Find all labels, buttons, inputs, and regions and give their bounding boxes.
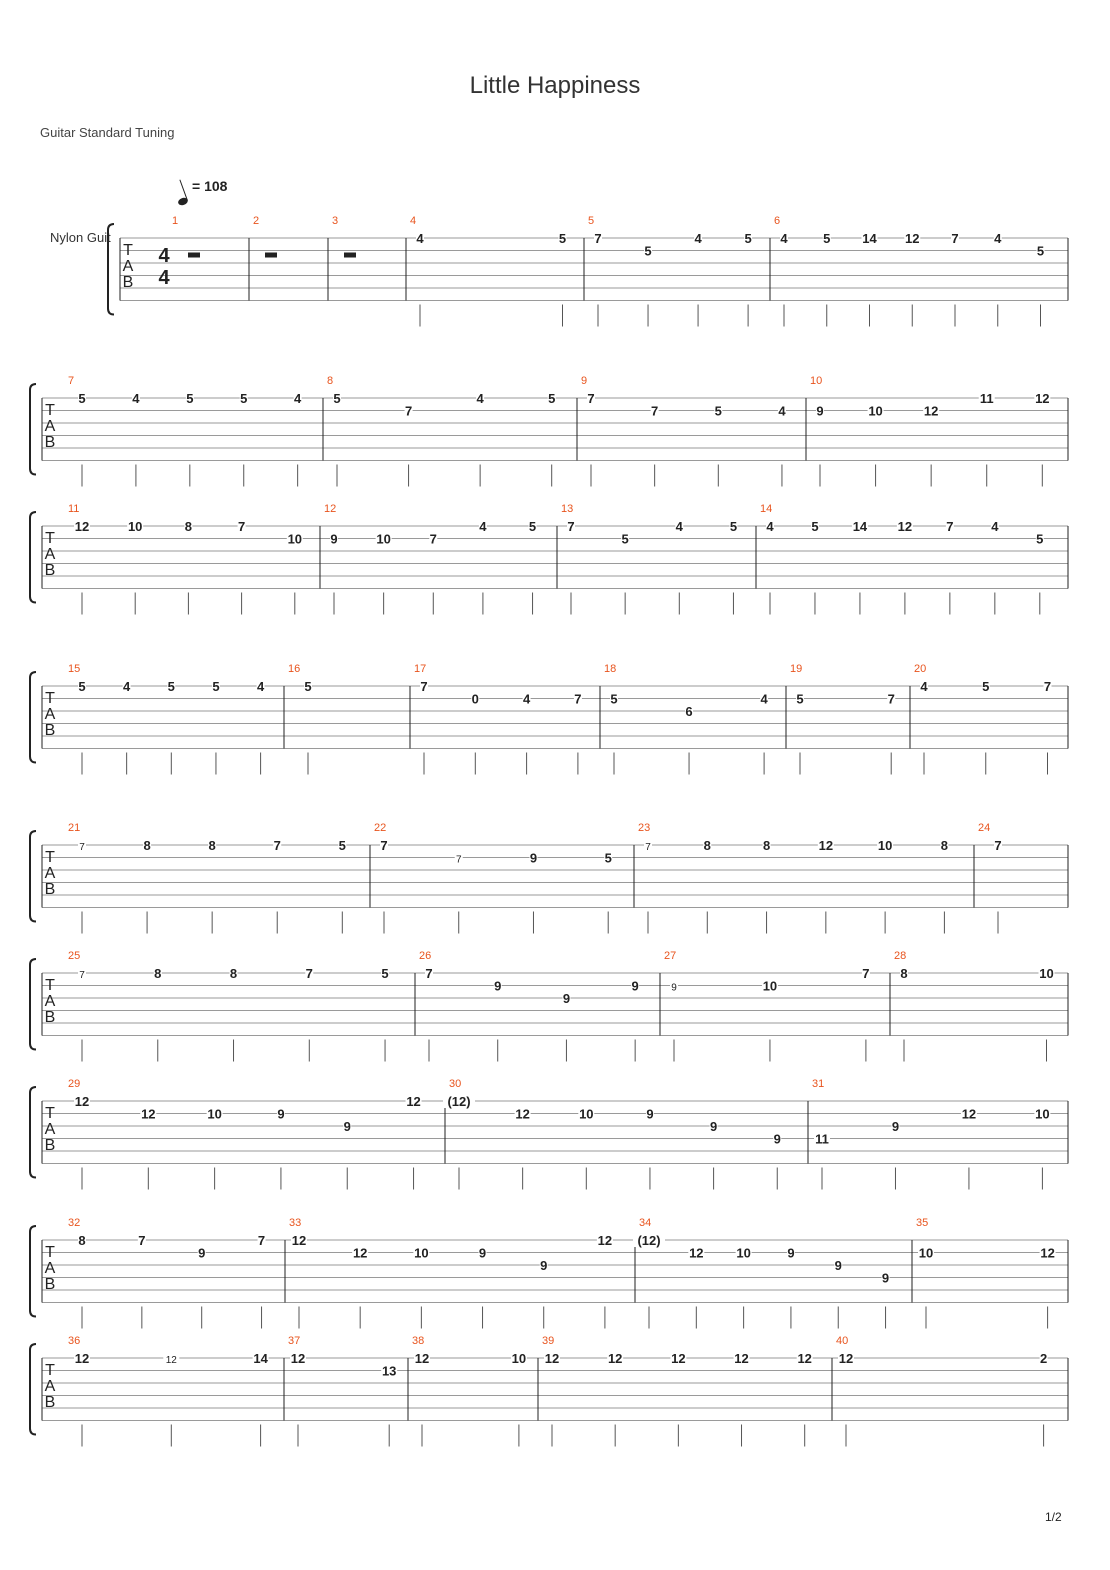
system-bracket [30, 672, 36, 763]
fret-number: 14 [253, 1351, 268, 1366]
fret-number: 10 [207, 1106, 222, 1122]
tab-clef-letter: B [44, 562, 56, 579]
fret-number: 12 [74, 1094, 90, 1109]
tab-system [30, 1078, 1068, 1190]
system-bracket [30, 1344, 36, 1435]
measure-number: 19 [790, 663, 803, 675]
fret-number: (12) [447, 1094, 471, 1109]
system-bracket [30, 959, 36, 1050]
fret-number: 9 [529, 850, 538, 866]
measure-number: 15 [68, 663, 81, 675]
fret-number: 5 [796, 691, 804, 707]
fret-number: 12 [923, 403, 939, 419]
fret-number: 8 [208, 838, 216, 853]
fret-number: 4 [694, 231, 702, 246]
tab-clef-letter: A [44, 1260, 56, 1277]
measure-number: 33 [289, 1217, 302, 1229]
fret-number: 5 [333, 391, 341, 406]
fret-number: 5 [558, 231, 567, 246]
fret-number: 4 [766, 519, 774, 534]
fret-number: 4 [675, 519, 683, 534]
fret-number: 4 [780, 231, 788, 246]
fret-number: 7 [404, 403, 413, 419]
fret-number: 5 [240, 391, 248, 406]
fret-number: 10 [1035, 1106, 1050, 1122]
fret-number: 4 [991, 519, 999, 534]
fret-number: 7 [594, 231, 602, 246]
fret-number: 5 [1036, 531, 1044, 547]
fret-number: 8 [940, 838, 949, 853]
fret-number: 10 [868, 403, 883, 419]
tab-system [30, 822, 1068, 934]
tab-clef-letter: T [45, 1362, 55, 1379]
fret-number: 7 [645, 842, 651, 853]
fret-number: 4 [920, 679, 928, 694]
fret-number: 10 [918, 1245, 934, 1261]
measure-number: 27 [664, 950, 677, 962]
fret-number: 5 [621, 531, 629, 547]
fret-number: 5 [78, 679, 86, 694]
fret-number: 8 [184, 519, 193, 534]
measure-number: 14 [760, 503, 773, 515]
measure-number: 6 [774, 215, 781, 227]
fret-number: 9 [330, 531, 338, 547]
fret-number: 9 [816, 403, 824, 419]
fret-number: 9 [773, 1131, 781, 1147]
measure-number: 36 [68, 1335, 81, 1347]
fret-number: 7 [429, 531, 437, 547]
fret-number: 9 [277, 1106, 285, 1122]
measure-number: 7 [68, 375, 75, 387]
fret-number: 9 [834, 1258, 842, 1273]
fret-number: 12 [734, 1351, 749, 1366]
fret-number: 5 [823, 231, 831, 246]
tab-clef-letter: B [44, 881, 56, 898]
fret-number: 4 [760, 691, 768, 707]
fret-number: 10 [1039, 966, 1054, 981]
measure-number: 5 [588, 215, 595, 227]
score-title: Little Happiness [469, 72, 641, 99]
fret-number: 7 [862, 966, 870, 981]
measure-number: 23 [638, 822, 651, 834]
fret-number: 5 [212, 679, 220, 694]
fret-number: 4 [778, 403, 786, 419]
fret-number: 2 [1039, 1351, 1048, 1366]
fret-number: 7 [79, 970, 85, 981]
fret-number: 12 [905, 231, 920, 246]
fret-number: 7 [887, 691, 895, 707]
fret-number: 7 [273, 838, 281, 853]
fret-number: 10 [414, 1245, 429, 1261]
fret-number: 9 [540, 1258, 548, 1273]
fret-number: 8 [143, 838, 151, 853]
fret-number: 7 [420, 679, 428, 694]
fret-number: 7 [257, 1233, 266, 1248]
fret-number: 12 [797, 1351, 812, 1366]
fret-number: 5 [167, 679, 175, 694]
fret-number: 5 [604, 850, 612, 866]
fret-number: 9 [198, 1245, 206, 1261]
fret-number: 9 [881, 1270, 890, 1286]
tab-system [108, 215, 1068, 327]
fret-number: 7 [587, 391, 595, 406]
measure-number: 2 [253, 215, 260, 227]
tab-clef-letter: T [45, 1105, 55, 1122]
fret-number: 5 [714, 403, 722, 419]
fret-number: 10 [762, 978, 778, 994]
fret-number: 12 [290, 1351, 306, 1366]
fret-number: 7 [574, 691, 582, 707]
fret-number: 9 [671, 982, 677, 994]
fret-number: 5 [381, 966, 389, 981]
measure-number: 1 [172, 215, 179, 227]
system-bracket [30, 384, 36, 475]
measure-number: 30 [449, 1078, 462, 1090]
tab-clef-letter: A [44, 865, 56, 882]
fret-number: 10 [736, 1245, 751, 1261]
fret-number: 10 [376, 531, 391, 547]
tab-clef-letter: A [122, 258, 134, 275]
system-bracket [108, 224, 114, 315]
fret-number: 5 [811, 519, 819, 534]
rest-symbol [344, 253, 356, 258]
fret-number: 5 [304, 679, 312, 694]
fret-number: 7 [567, 519, 575, 534]
fret-number: 5 [338, 838, 346, 853]
system-bracket [30, 831, 36, 922]
fret-number: 9 [646, 1106, 654, 1122]
fret-number: 7 [380, 838, 388, 853]
fret-number: 12 [544, 1351, 560, 1366]
fret-number: 13 [381, 1363, 397, 1379]
measure-number: 9 [581, 375, 588, 387]
fret-number: 12 [165, 1355, 177, 1366]
fret-number: 4 [294, 391, 302, 406]
fret-number: 11 [979, 391, 994, 406]
tab-system [30, 503, 1068, 615]
system-bracket [30, 512, 36, 603]
fret-number: 14 [852, 519, 868, 534]
tab-clef-letter: T [45, 849, 55, 866]
tab-clef-letter: T [45, 1244, 55, 1261]
fret-number: 12 [897, 519, 913, 534]
fret-number: 12 [74, 519, 90, 534]
fret-number: 9 [709, 1119, 718, 1134]
fret-number: 5 [729, 519, 738, 534]
time-signature-bottom: 4 [158, 267, 170, 289]
fret-number: 4 [256, 679, 265, 694]
fret-number: 7 [946, 519, 954, 534]
fret-number: 12 [291, 1233, 307, 1248]
tab-clef-letter: A [44, 1121, 56, 1138]
tab-clef-letter: B [44, 1394, 56, 1411]
measure-number: 4 [410, 215, 417, 227]
tab-clef-letter: T [45, 690, 55, 707]
fret-number: 9 [494, 978, 502, 994]
tab-clef-letter: A [44, 418, 56, 435]
measure-number: 8 [327, 375, 334, 387]
measure-number: 12 [324, 503, 337, 515]
fret-number: 9 [891, 1119, 900, 1134]
fret-number: 5 [78, 391, 86, 406]
tab-system [30, 1335, 1068, 1447]
fret-number: 5 [548, 391, 556, 406]
tab-clef-letter: A [44, 1378, 56, 1395]
measure-number: 40 [836, 1335, 849, 1347]
instrument-label: Nylon Guit [50, 230, 111, 245]
tab-clef-letter: A [44, 546, 56, 563]
tab-clef-letter: T [45, 530, 55, 547]
fret-number: 4 [132, 391, 140, 406]
tab-clef-letter: B [122, 274, 134, 291]
fret-number: 12 [607, 1351, 623, 1366]
fret-number: 12 [141, 1106, 156, 1122]
measure-number: 34 [639, 1217, 652, 1229]
fret-number: 7 [651, 403, 659, 419]
fret-number: 4 [479, 519, 487, 534]
fret-number: 12 [74, 1351, 90, 1366]
measure-number: 37 [288, 1335, 301, 1347]
fret-number: 5 [186, 391, 194, 406]
rest-symbol [265, 253, 277, 258]
measure-number: 28 [894, 950, 907, 962]
tab-clef-letter: A [44, 993, 56, 1010]
fret-number: 9 [631, 978, 639, 994]
fret-number: 10 [579, 1106, 594, 1122]
fret-number: 12 [838, 1351, 854, 1366]
measure-number: 25 [68, 950, 81, 962]
fret-number: 14 [862, 231, 877, 246]
measure-number: 32 [68, 1217, 81, 1229]
fret-number: 12 [515, 1106, 530, 1122]
tab-clef-letter: B [44, 1009, 56, 1026]
fret-number: 9 [478, 1245, 487, 1261]
fret-number: 12 [597, 1233, 613, 1248]
fret-number: 9 [787, 1245, 795, 1261]
fret-number: 5 [982, 679, 990, 694]
fret-number: 7 [1043, 679, 1052, 694]
measure-number: 13 [561, 503, 574, 515]
measure-number: 29 [68, 1078, 81, 1090]
measure-number: 24 [978, 822, 991, 834]
tab-system [30, 950, 1068, 1062]
fret-number: 8 [229, 966, 238, 981]
measure-number: 11 [68, 503, 80, 515]
fret-number: 7 [951, 231, 959, 246]
tab-clef-letter: B [44, 1137, 56, 1154]
system-bracket [30, 1226, 36, 1317]
fret-number: 5 [1036, 243, 1045, 259]
fret-number: 7 [425, 966, 433, 981]
time-signature-top: 4 [158, 245, 170, 267]
measure-number: 18 [604, 663, 617, 675]
fret-number: 7 [305, 966, 313, 981]
page-number: 1/2 [1045, 1510, 1062, 1524]
measure-number: 17 [414, 663, 427, 675]
fret-number: 7 [994, 838, 1002, 853]
fret-number: 9 [562, 991, 571, 1006]
fret-number: 4 [994, 231, 1002, 246]
fret-number: 4 [522, 691, 531, 707]
measure-number: 3 [332, 215, 339, 227]
fret-number: 10 [877, 838, 893, 853]
fret-number: 5 [610, 691, 618, 707]
fret-number: 5 [744, 231, 752, 246]
fret-number: 6 [685, 704, 693, 719]
tab-clef-letter: T [45, 977, 55, 994]
fret-number: 10 [127, 519, 143, 534]
measure-number: 35 [916, 1217, 929, 1229]
fret-number: 7 [79, 842, 85, 853]
tab-system [30, 375, 1068, 487]
measure-number: 10 [810, 375, 823, 387]
measure-number: 16 [288, 663, 301, 675]
fret-number: 4 [476, 391, 484, 406]
fret-number: 9 [343, 1119, 351, 1134]
tab-clef-letter: B [44, 1276, 56, 1293]
fret-number: 12 [671, 1351, 686, 1366]
fret-number: 7 [455, 854, 462, 866]
fret-number: (12) [637, 1233, 661, 1248]
fret-number: 5 [644, 243, 652, 259]
fret-number: 10 [287, 531, 303, 547]
fret-number: 8 [762, 838, 771, 853]
fret-number: 12 [406, 1094, 421, 1109]
fret-number: 11 [815, 1131, 829, 1147]
rest-symbol [188, 253, 200, 258]
tab-clef-letter: A [44, 706, 56, 723]
fret-number: 12 [689, 1245, 704, 1261]
measure-number: 38 [412, 1335, 425, 1347]
tab-clef-letter: B [44, 434, 56, 451]
tab-clef-letter: T [45, 402, 55, 419]
measure-number: 26 [419, 950, 432, 962]
fret-number: 12 [1035, 391, 1050, 406]
system-bracket [30, 1087, 36, 1178]
measure-number: 21 [68, 822, 81, 834]
tempo-value: = 108 [192, 178, 228, 194]
tab-clef-letter: T [123, 242, 133, 259]
tab-system [30, 1217, 1068, 1329]
measure-number: 20 [914, 663, 927, 675]
tuning-label: Guitar Standard Tuning [40, 125, 175, 140]
fret-number: 10 [511, 1351, 527, 1366]
fret-number: 4 [123, 679, 131, 694]
fret-number: 7 [138, 1233, 146, 1248]
fret-number: 12 [961, 1106, 977, 1122]
fret-number: 12 [1040, 1245, 1055, 1261]
fret-number: 12 [818, 838, 834, 853]
fret-number: 4 [416, 231, 424, 246]
fret-number: 8 [703, 838, 711, 853]
fret-number: 12 [352, 1245, 368, 1261]
fret-number: 8 [154, 966, 162, 981]
fret-number: 8 [900, 966, 908, 981]
fret-number: 12 [414, 1351, 430, 1366]
fret-number: 5 [528, 519, 537, 534]
measure-number: 39 [542, 1335, 555, 1347]
fret-number: 8 [78, 1233, 86, 1248]
measure-number: 31 [812, 1078, 825, 1090]
tab-clef-letter: B [44, 722, 56, 739]
tab-system [30, 663, 1068, 775]
fret-number: 7 [237, 519, 246, 534]
fret-number: 0 [471, 691, 479, 707]
measure-number: 22 [374, 822, 387, 834]
